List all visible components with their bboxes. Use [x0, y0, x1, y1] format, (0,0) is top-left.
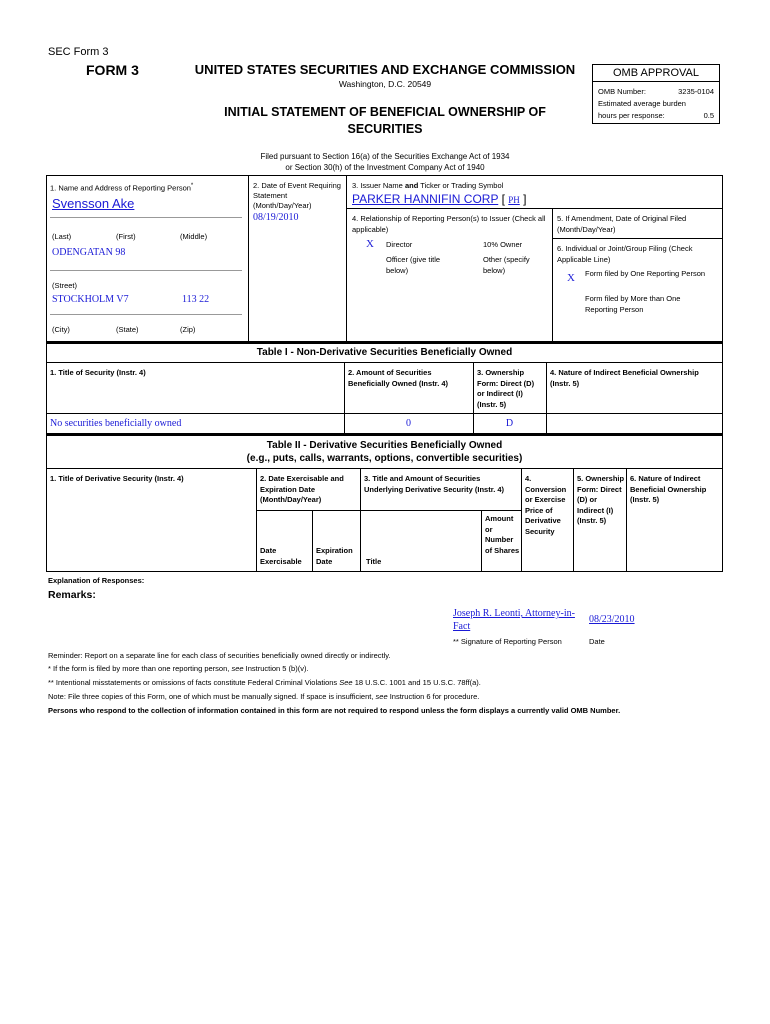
table1-col1: 1. Title of Security (Instr. 4) — [50, 368, 146, 377]
omb-number-label: OMB Number: — [598, 87, 646, 96]
other-label: Other (specify below) — [483, 255, 530, 275]
table1-col3: 3. Ownership Form: Direct (D) or Indirect (I) (Instr. 5) — [477, 368, 535, 409]
box6-label: 6. Individual or Joint/Group Filing (Check Applicable Line) — [557, 244, 693, 264]
director-check[interactable]: X — [366, 238, 374, 250]
signature-name[interactable]: Joseph R. Leonti, Attorney-in-Fact — [453, 608, 575, 632]
table2-col3: 3. Title and Amount of Securities Underlying Derivative Security (Instr. 4) — [364, 474, 505, 494]
address-city: STOCKHOLM V7 — [52, 294, 129, 305]
officer-label: Officer (give title below) — [386, 255, 441, 275]
table2-sub-title: Title — [366, 557, 382, 566]
form-number: FORM 3 — [86, 62, 139, 78]
table1-row-form: D — [505, 418, 514, 429]
table1-title: Table I - Non-Derivative Securities Beneficially Owned — [256, 347, 513, 358]
note-multiple-persons: * If the form is filed by more than one reporting person, see Instruction 5 (b)(v). — [48, 664, 309, 673]
box3-label: 3. Issuer Name and Ticker or Trading Symbol — [352, 181, 504, 190]
omb-burden-label: Estimated average burden — [598, 99, 686, 108]
signature-date[interactable]: 08/23/2010 — [589, 614, 635, 625]
street-label: (Street) — [52, 281, 78, 290]
box5-label: 5. If Amendment, Date of Original Filed (Month/Day/Year) — [557, 214, 687, 234]
first-label: (First) — [116, 232, 136, 241]
omb-number-value: 3235-0104 — [678, 87, 714, 96]
omb-hours-label: hours per response: — [598, 111, 665, 120]
table2-sub-expiration: Expiration Date — [316, 546, 353, 566]
table2-col5: 5. Ownership Form: Direct (D) or Indirect (I) (Instr. 5) — [577, 474, 625, 525]
filed-pursuant-line1: Filed pursuant to Section 16(a) of the Securities Exchange Act of 1934 — [260, 152, 510, 161]
table2-sub-amount: Amount or Number of Shares — [485, 514, 520, 555]
table2-col6: 6. Nature of Indirect Beneficial Ownership (Instr. 5) — [630, 474, 707, 504]
omb-hours-value: 0.5 — [703, 111, 714, 120]
signature-label: ** Signature of Reporting Person — [453, 637, 562, 646]
box2-label: 2. Date of Event Requiring Statement (Month/Day/Year) — [253, 181, 341, 210]
filed-pursuant-line2: or Section 30(h) of the Investment Company Act of 1940 — [285, 163, 485, 172]
table2-col4: 4. Conversion or Exercise Price of Derivative Security — [525, 474, 567, 536]
last-label: (Last) — [52, 232, 72, 241]
date-label: Date — [589, 637, 605, 646]
table1-col2: 2. Amount of Securities Beneficially Owned (Instr. 4) — [348, 368, 449, 388]
note-misstatements: ** Intentional misstatements or omissions of facts constitute Federal Criminal Violations See 18 U.S.C. 1001 and 15 U.S.C. 78ff(a). — [48, 678, 481, 687]
location: Washington, D.C. 20549 — [338, 79, 432, 89]
sec-form-label: SEC Form 3 — [48, 46, 109, 58]
middle-label: (Middle) — [180, 232, 208, 241]
city-label: (City) — [52, 325, 70, 334]
reminder-note: Reminder: Report on a separate line for each class of securities beneficially owned directly or indirectly. — [48, 651, 391, 660]
box1-label: 1. Name and Address of Reporting Person* — [50, 183, 194, 193]
table2-sub-date-exercisable: Date Exercisable — [260, 546, 302, 566]
omb-persons-note: Persons who respond to the collection of information contained in this form are not required to respond unless the form displays a currently valid OMB Number. — [48, 706, 621, 715]
event-date: 08/19/2010 — [253, 212, 299, 223]
address-street: ODENGATAN 98 — [52, 247, 126, 258]
one-person-label: Form filed by One Reporting Person — [585, 269, 706, 278]
ten-pct-owner-label: 10% Owner — [483, 240, 523, 249]
table1-row-amount: 0 — [406, 418, 411, 429]
box4-label: 4. Relationship of Reporting Person(s) to Issuer (Check all applicable) — [352, 214, 546, 234]
note-file-copies: Note: File three copies of this Form, one of which must be manually signed. If space is insufficient, see Instruction 6 for procedure. — [48, 692, 480, 701]
remarks-label: Remarks: — [48, 589, 96, 601]
table2-subtitle: (e.g., puts, calls, warrants, options, convertible securities) — [246, 453, 523, 464]
ticker-link[interactable]: PH — [508, 195, 520, 205]
more-person-label: Form filed by More than One Reporting Person — [585, 294, 681, 314]
table2-title: Table II - Derivative Securities Beneficially Owned — [266, 440, 503, 451]
table2-col2: 2. Date Exercisable and Expiration Date (Month/Day/Year) — [260, 474, 344, 504]
director-label: Director — [386, 240, 413, 249]
state-label: (State) — [116, 325, 139, 334]
table1-col4: 4. Nature of Indirect Beneficial Ownership (Instr. 5) — [550, 368, 699, 388]
table1-row-title: No securities beneficially owned — [50, 418, 182, 429]
explanation-label: Explanation of Responses: — [48, 576, 145, 585]
commission-title: UNITED STATES SECURITIES AND EXCHANGE COMMISSION — [194, 62, 576, 77]
omb-title: OMB APPROVAL — [613, 67, 699, 79]
address-zip: 113 22 — [182, 294, 210, 305]
table2-col1: 1. Title of Derivative Security (Instr. 4) — [50, 474, 184, 483]
reporting-person-name[interactable]: Svensson Ake — [52, 196, 135, 211]
issuer-line: PARKER HANNIFIN CORP [ PH ] — [352, 192, 527, 206]
zip-label: (Zip) — [180, 325, 196, 334]
issuer-name-link[interactable]: PARKER HANNIFIN CORP — [352, 192, 499, 206]
one-person-check[interactable]: X — [567, 272, 575, 284]
form-title: INITIAL STATEMENT OF BENEFICIAL OWNERSHIP OF SECURITIES — [224, 105, 546, 136]
